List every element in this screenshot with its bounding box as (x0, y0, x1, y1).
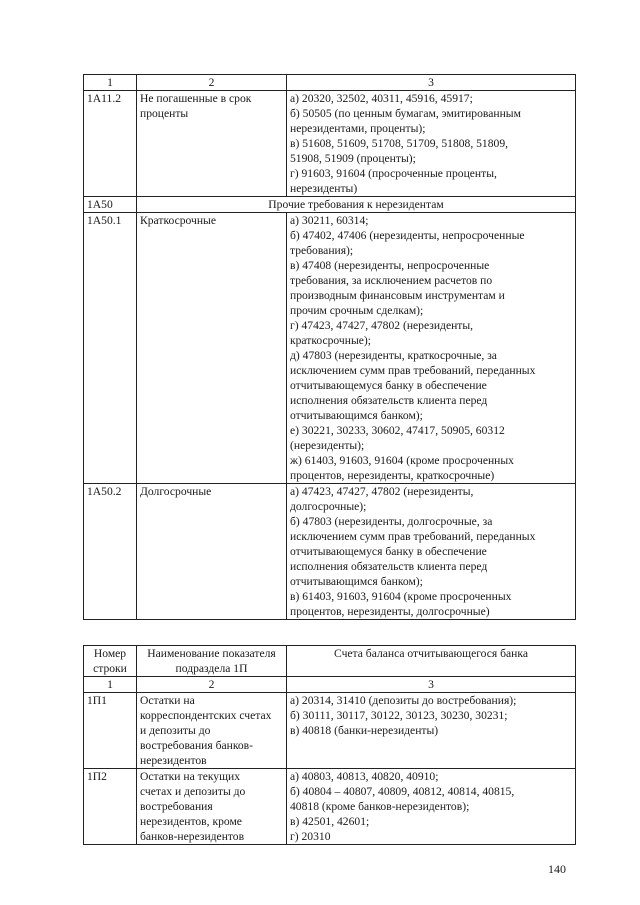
table-cell: 1П2 (84, 769, 137, 845)
table-row (84, 213, 576, 484)
cell-line: нерезидентов (140, 754, 207, 767)
cell-line: б) 47402, 47406 (нерезиденты, непросроченные (290, 229, 525, 242)
cell-line: е) 30221, 30233, 30602, 47417, 50905, 60312 (290, 424, 505, 437)
table-cell: 1А50.1 (84, 213, 137, 484)
cell-line: Наименование показателя (147, 647, 276, 660)
cell-line: краткосрочные); (290, 334, 371, 347)
table-cell: Прочие требования к нерезидентам (137, 197, 576, 213)
table-cell: 3 (287, 75, 576, 91)
table-cell: Счета баланса отчитывающегося банка (287, 646, 576, 677)
cell-line: долгосрочные); (290, 500, 367, 513)
table-cell (84, 646, 137, 677)
cell-line: б) 40804 – 40807, 40809, 40812, 40814, 40815, (290, 785, 515, 798)
table-cell: 2 (137, 677, 287, 693)
cell-line: ж) 61403, 91603, 91604 (кроме просроченных (290, 454, 514, 467)
page-number: 140 (548, 862, 566, 876)
table-cell (137, 693, 287, 769)
cell-line: а) 20320, 32502, 40311, 45916, 45917; (290, 92, 473, 105)
cell-line: Остатки на текущих (140, 770, 241, 783)
cell-line: а) 40803, 40813, 40820, 40910; (290, 770, 439, 783)
cell-line: отчитывающимся банком); (290, 409, 423, 422)
cell-line: в) 47408 (нерезиденты, непросроченные (290, 259, 490, 272)
cell-line: г) 20310 (290, 830, 331, 843)
cell-line: проценты (140, 107, 189, 120)
cell-line: в) 40818 (банки-нерезиденты) (290, 724, 439, 737)
cell-line: корреспондентских счетах (140, 709, 272, 722)
cell-line: процентов, нерезиденты, краткосрочные) (290, 469, 495, 482)
cell-line: нерезидентов, кроме (140, 815, 242, 828)
cell-line: отчитывающемуся банку в обеспечение (290, 379, 487, 392)
cell-line: строки (93, 662, 127, 675)
table-cell: 1А50 (84, 197, 137, 213)
cell-line: исполнения обязательств клиента перед (290, 560, 488, 573)
table-cell: 1А11.2 (84, 91, 137, 197)
cell-line: Долгосрочные (140, 485, 212, 498)
cell-line: востребования банков- (140, 739, 254, 752)
cell-line: исключением сумм прав требований, переданных (290, 364, 536, 377)
cell-line: (нерезиденты); (290, 439, 365, 452)
table-cell (137, 484, 287, 620)
cell-line: нерезиденты) (290, 182, 358, 195)
cell-line: б) 30111, 30117, 30122, 30123, 30230, 30231; (290, 709, 508, 722)
cell-line: г) 47423, 47427, 47802 (нерезиденты, (290, 319, 474, 332)
table-cell: 3 (287, 677, 576, 693)
table-cell (287, 484, 576, 620)
cell-line: б) 47803 (нерезиденты, долгосрочные, за (290, 515, 493, 528)
cell-line: востребования (140, 800, 213, 813)
table-row (84, 91, 576, 197)
table-row (84, 75, 576, 91)
table-row (84, 484, 576, 620)
cell-line: Не погашенные в срок (140, 92, 252, 105)
cell-line: Остатки на (140, 694, 195, 707)
table-row (84, 693, 576, 769)
table-cell (137, 646, 287, 677)
cell-line: банков-нерезидентов (140, 830, 245, 843)
cell-line: а) 20314, 31410 (депозиты до востребования); (290, 694, 517, 707)
cell-line: прочим срочным сделкам); (290, 304, 424, 317)
cell-line: в) 51608, 51609, 51708, 51709, 51808, 51809, (290, 137, 509, 150)
table-cell (137, 91, 287, 197)
table-cell: 1 (84, 677, 137, 693)
table-cell (287, 91, 576, 197)
cell-line: д) 47803 (нерезиденты, краткосрочные, за (290, 349, 497, 362)
cell-line: исключением сумм прав требований, переданных (290, 530, 536, 543)
table-cell: 1А50.2 (84, 484, 137, 620)
cell-line: Краткосрочные (140, 214, 216, 227)
cell-line: а) 47423, 47427, 47802 (нерезиденты, (290, 485, 474, 498)
cell-line: Номер (93, 647, 127, 660)
cell-line: подраздела 1П (175, 662, 248, 675)
table-cell (287, 693, 576, 769)
table-cell: 1 (84, 75, 137, 91)
table-cell (137, 769, 287, 845)
table-cell (287, 213, 576, 484)
table-cell (137, 213, 287, 484)
cell-line: 40818 (кроме банков-нерезидентов); (290, 800, 470, 813)
cell-line: производным финансовым инструментам и (290, 289, 505, 302)
cell-line: г) 91603, 91604 (просроченные проценты, (290, 167, 497, 180)
cell-line: а) 30211, 60314; (290, 214, 369, 227)
cell-line: требования); (290, 244, 354, 257)
table-upper (83, 74, 576, 620)
cell-line: отчитывающимся банком); (290, 575, 423, 588)
cell-line: б) 50505 (по ценным бумагам, эмитированным (290, 107, 521, 120)
cell-line: нерезидентами, проценты); (290, 122, 426, 135)
cell-line: требования, за исключением расчетов по (290, 274, 493, 287)
table-cell: 1П1 (84, 693, 137, 769)
cell-line: исполнения обязательств клиента перед (290, 394, 488, 407)
table-row (84, 769, 576, 845)
table-lower (83, 645, 576, 845)
cell-line: отчитывающемуся банку в обеспечение (290, 545, 487, 558)
cell-line: процентов, нерезиденты, долгосрочные) (290, 605, 490, 618)
table-row (84, 197, 576, 213)
table-cell (287, 769, 576, 845)
table-row (84, 646, 576, 677)
cell-line: и депозиты до (140, 724, 211, 737)
table-cell: 2 (137, 75, 287, 91)
table-row (84, 677, 576, 693)
cell-line: в) 61403, 91603, 91604 (кроме просроченных (290, 590, 512, 603)
cell-line: в) 42501, 42601; (290, 815, 370, 828)
cell-line: 51908, 51909 (проценты); (290, 152, 416, 165)
cell-line: счетах и депозиты до (140, 785, 246, 798)
